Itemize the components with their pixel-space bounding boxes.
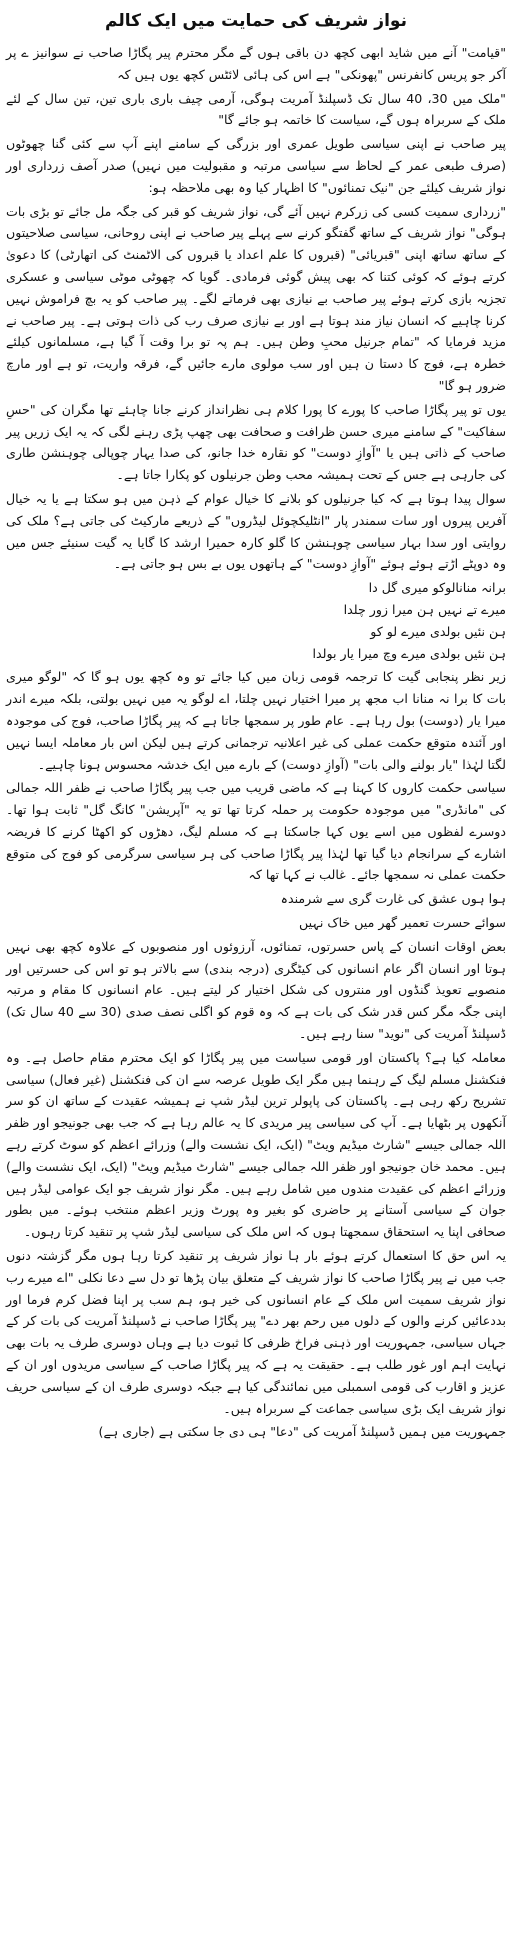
- article-paragraph: "زرداری سمیت کسی کی زرکرم نہیں آئے گی، نواز شریف کو قبر کی جگہ مل جائے تو بڑی بات ہوگی" نواز شریف کے ساتھ گفتگو کرنے سے پہلے پیر صاحب نے اپنی روحانی، سیاسی صلاحیتوں کے ساتھ ساتھ اپنی "قبریائی" (قبروں کا علم اعداد یا قبروں کی الاٹمنٹ کی اتھارٹی) کا دعویٰ کرتے ہوئے کہ کوئی کتنا کہ بھی پیش گوئی فرمادی۔ گویا کہ چھوٹی موٹی سیاسی و عسکری تجزیہ بازی کرتے ہوئے پیر صاحب بے نیازی بھی فرماتے لگے۔ پیر صاحب کو یہ بچ فراموش نہیں کرنا چاہیے کہ انسان نیاز مند ہوتا ہے اور بے نیازی صرف رب کی ذات ہوتی ہے۔ پیر صاحب نے مزید فرمایا کہ "تمام جرنیل محبِ وطن ہیں۔ ہم پہ تو برا وقت آ گیا ہے، مسلمانوں کیلئے خطرہ ہے، فوج کا دستا ن ہیں اور سب مولوی مارے جائیں گے، فرقہ واریت، تو ہے اور مارچ ضرور ہو گا": [6, 203, 506, 393]
- article-paragraph: پیر صاحب نے اپنی سیاسی طویل عمری اور بزرگی کے سامنے اپنے آپ سے کئی گنا چھوٹوں (صرف طبعی عمر کے لحاظ سے سیاسی مرتبہ و مقبولیت میں نہیں) صدر آصف زرداری اور نواز شریف کیلئے جن "نیک تمنائوں" کا اظہار کیا وہ بھی ملاحظہ ہو:: [6, 136, 506, 195]
- poem-line: برانہ منانالوکو میری گل دا: [368, 580, 506, 596]
- verse-line: سوائے حسرت تعمیر گھر میں خاک نہیں: [299, 915, 506, 931]
- article-paragraph: بعض اوقات انسان کے پاس حسرتوں، تمنائوں، آرزوئوں اور منصوبوں کے علاوہ کچھ بھی نہیں ہوتا اور انسان اگر عام انسانوں کی کیٹگری (درجہ بندی) سے بالاتر ہو تو اس کی حسرتیں اور منصوبے تعویذ گنڈوں اور منتروں کی شکل اختیار کر لیتے ہیں۔ عام انسانوں کا مقام و مرتبہ اپنی جگہ مگر کس قدر شک کی بات ہے کہ وہ قوم کو اگلی نصف صدی (30 سے 40 سال تک) ڈسپلنڈ آمریت کی "نوید" سنا رہے ہیں۔: [6, 938, 506, 1042]
- poem-line: ہن نئیں بولدی میرے وچ میرا یار بولدا: [312, 645, 506, 661]
- poem-block: [6, 577, 506, 664]
- article-paragraph: "ملک میں 30، 40 سال تک ڈسپلنڈ آمریت ہوگی، آرمی چیف باری باری تین، تین سال کے لئے ملک کے سربراہ ہوں گے، سیاست کا خاتمہ ہو جائے گا": [6, 90, 506, 128]
- article-paragraph: "قیامت" آنے میں شاید ابھی کچھ دن باقی ہوں گے مگر محترم پیر پگاڑا صاحب نے سوانیز ے پر آکر جو پریس کانفرنس "پھونکی" ہے اس کی ہائی لائٹس کچھ یوں ہیں کہ: [6, 45, 506, 82]
- poem-line: ہن نئیں بولدی میرے لو کو: [370, 623, 506, 639]
- verse-line: ہوا ہوں عشق کی غارت گری سے شرمندہ: [280, 891, 506, 907]
- article-title: نواز شریف کی حمایت میں ایک کالم: [105, 11, 407, 31]
- article-paragraph: سیاسی حکمت کاروں کا کہنا ہے کہ ماضی قریب میں جب پیر پگاڑا صاحب نے ظفر اللہ جمالی کی "مانڈری" میں موجودہ حکومت پر حملہ کرتا تھا تو یہ "آپریشن" کانگ گل" ثابت ہوا تھا۔ دوسرے لفظوں میں اسے یوں کہا جاسکتا ہے کہ مسلم لیگ، دھڑوں کو اکھٹا کرنے کا فریضہ اشارے کے سرانجام دیا گیا تھا لہٰذا پیر پگاڑا صاحب کی ہر سیاسی سرگرمی کو فوج کی متوقع حکمت عملی نہ سمجھا جائے۔ غالب نے کہا تھا کہ: [6, 780, 506, 883]
- poem-line: میرے تے نہیں ہن میرا زور چلدا: [343, 601, 506, 617]
- article-paragraph: معاملہ کیا ہے؟ پاکستان اور قومی سیاست میں پیر پگاڑا کو ایک محترم مقام حاصل ہے۔ وہ فنکشنل مسلم لیگ کے رہنما ہیں مگر ایک طویل عرصہ سے ان کی فنکشنل (غیر فعال) سیاسی تشریح رکھ رہی ہے۔ پاکستان کی پاپولر ترین لیڈر شپ نے ہمیشہ عقیدت کے ساتھ ان کو سر آنکھوں پر بٹھایا ہے۔ آپ کی سیاسی پیر مریدی کا یہ عالم رہا ہے کہ جب بھی جونیجو اور ظفر اللہ جمالی جیسے "شارٹ میڈیم ویٹ" (ایک، ایک نشست والے) وزرائے اعظم کو سوٹ کرتے رہے ہیں۔ محمد خان جونیجو اور ظفر اللہ جمالی جیسے "شارٹ میڈیم ویٹ" (ایک، ایک نشست والے) وزرائے اعظم کی عقیدت مندوں میں شامل رہے ہیں۔ مگر نواز شریف جو ایک عوامی لیڈر ہیں جوان کے سیاسی آستانے پر حاضری کو بغیر وہ پورٹ وزیر اعظم منتخب ہوئے۔ میں بطور صحافی اپنا یہ استحقاق سمجھتا ہوں کہ اس ملک کی سیاسی لیڈر شپ پر تنقید کرتا رہوں۔: [6, 1049, 506, 1240]
- article-paragraph: سوال پیدا ہوتا ہے کہ کیا جرنیلوں کو بلانے کا خیال عوام کے ذہن میں ہو سکتا ہے یا یہ خیال آفریں پیروں اور سات سمندر پار "انٹلیکچوئل لیڈروں" کے ذریعے مارکیٹ کی جاتی ہے؟ ملک کی روایتی اور سدا بہار سیاسی چوہنشن کا گلو کارہ حمیرا ارشد کا گایا یہ گیت سنیئے جس میں وہ دوپٹے اڑتے ہوئے ہوئے "آوازِ دوست" کے ہاتھوں یوں بے بس ہو جاتی ہے۔: [6, 490, 506, 572]
- article-paragraph: زیر نظر پنجابی گیت کا ترجمہ قومی زبان میں کیا جائے تو وہ کچھ یوں ہو گا کہ "لوگو میری بات کا برا نہ منانا اب مجھ پر میرا اختیار نہیں چلتا، اے لوگو یہ میں نہیں بولتی، بلکہ میرے اندر میرا یار (دوست) بول رہا ہے۔ عام طور پر سمجھا جاتا ہے کہ پیر پگاڑا صاحب، فوج کی موجودہ اور آئندہ متوقع حکمت عملی کی غیر اعلانیہ ترجمانی کرتے ہیں لیکن اس بار معاملہ ایسا نہیں لگتا لہٰذا "یار بولنے والی بات" (آوازِ دوست) کے بارے میں ایک خدشہ محسوس ہونا چاہیے۔: [6, 669, 506, 772]
- article-closing: جمہوریت میں ہمیں ڈسپلنڈ آمریت کی "دعا" ہی دی جا سکتی ہے (جاری ہے): [98, 1424, 506, 1440]
- article-paragraph: یہ اس حق کا استعمال کرتے ہوئے بار ہا نواز شریف پر تنقید کرتا رہا ہوں مگر گزشتہ دنوں جب میں نے پیر پگاڑا صاحب کا نواز شریف کے متعلق بیان پڑھا تو دل سے دعا نکلی "اے میرے رب نواز شریف سمیت اس ملک کے عام انسانوں کی خیر ہو، ہم سب پر اپنا فضل کرم فرما اور بددعائیں کرنے والوں کے دلوں میں رحم بھر دے" پیر پگاڑا صاحب نے ڈسپلنڈ آمریت کی بات کر کے جہاں سیاسی، جمہوریت اور ذہنی فراخ ظرفی کا ثبوت دیا ہے وہاں دوسری طرف یہ بات بھی نہایت اہم اور غور طلب ہے۔ حقیقت یہ ہے کہ پیر پگاڑا صاحب کے سیاسی مریدوں اور ان کے عزیز و اقارب کی قومی اسمبلی میں نمائندگی کیا ہے جبکہ دوسری طرف ان کے سیاسی حریف نواز شریف ایک بڑی سیاسی جماعت کے سربراہ ہیں۔: [6, 1248, 506, 1416]
- article-paragraph: یوں تو پیر پگاڑا صاحب کا پورے کا پورا کلام ہی نظرانداز کرنے جانا چاہئے تھا مگران کی "حسِ سفاکیت" کے سامنے میری حسن ظرافت و صحافت بھی چھپ پڑی رہنے لگی کہ یہ ایک زریں پیر صاحب کے ذاتی ہیں یا "آوازِ دوست" کو نقارہ خدا جانو، کی صدا یہار چوپالی چوہنشن طاری کی جارہی ہے جس کے تحت ہمیشہ محب وطن جرنیلوں کو پکارا جاتا ہے۔: [6, 401, 506, 483]
